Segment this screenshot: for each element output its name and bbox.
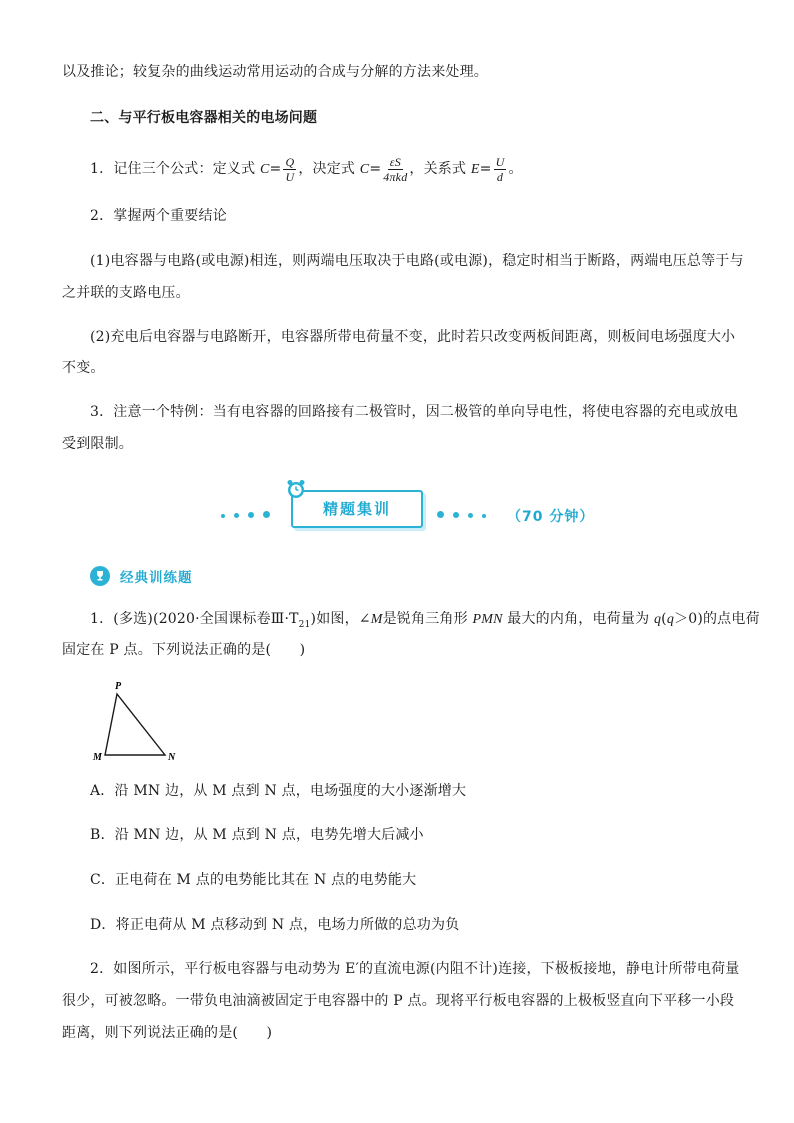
symbol-e: E — [470, 162, 480, 177]
formula-mid-1: ，决定式 — [298, 161, 360, 177]
q1-text: 最大的内角，电荷量为 — [502, 611, 654, 627]
q1-symbol-pmn: PMN — [472, 612, 503, 627]
formula-mid-2: ，关系式 — [409, 161, 471, 177]
q1-symbol-m: M — [370, 612, 383, 627]
conclusion-2-line-1: (2)充电后电容器与电路断开，电容器所带电荷量不变，此时若只改变两板间距离，则板间电场强度大小 — [90, 329, 736, 345]
formula-end: 。 — [508, 161, 523, 177]
option-a: A．沿 MN 边，从 M 点到 N 点，电场强度的大小逐渐增大 — [90, 783, 467, 799]
equals-sign: = — [369, 161, 382, 177]
question-2-line-1: 2．如图所示，平行板电容器与电动势为 E′的直流电源(内阻不计)连接，下极板接地，静电计所带电荷量 — [90, 961, 740, 977]
item-3-line-1: 3．注意一个特例：当有电容器的回路接有二极管时，因二极管的单向导电性，将使电容器的充电或放电 — [90, 404, 739, 420]
formula-line — [90, 152, 732, 187]
fraction-numerator: Q — [285, 154, 295, 169]
q1-subscript: 21 — [298, 619, 311, 630]
triangle-pmn-figure — [90, 678, 190, 762]
fraction-u-over-d — [494, 156, 507, 183]
fraction-denominator: d — [496, 169, 504, 184]
fraction-numerator: εS — [389, 154, 401, 169]
intro-line: 以及推论；较复杂的曲线运动常用运动的合成与分解的方法来处理。 — [62, 64, 488, 80]
trophy-icon — [90, 566, 110, 586]
symbol-c: C — [259, 162, 270, 177]
banner-title: 精题集训 — [322, 500, 391, 518]
fraction-denominator: 4πkd — [383, 169, 408, 184]
conclusion-1-line-2: 之并联的支路电压。 — [62, 285, 190, 301]
dot — [437, 511, 444, 518]
section-tag — [90, 564, 193, 588]
dot — [482, 514, 486, 518]
q1-text: 1．(多选)(2020·全国课标卷Ⅲ·T — [90, 611, 299, 627]
equals-sign: = — [479, 161, 492, 177]
question-2-line-3: 距离，则下列说法正确的是( ) — [62, 1025, 273, 1041]
banner-dots-left — [221, 512, 270, 518]
dot — [221, 514, 225, 518]
dot — [468, 513, 473, 518]
dot — [248, 512, 254, 518]
dot — [263, 511, 270, 518]
fraction-numerator: U — [495, 154, 505, 169]
q1-text: 是锐角三角形 — [382, 611, 473, 627]
question-2-line-2: 很少，可被忽略。一带负电油滴被固定于电容器中的 P 点。现将平行板电容器的上极板竖直向下平移一小段 — [62, 993, 735, 1009]
formula-prefix: 1．记住三个公式：定义式 — [90, 161, 260, 177]
banner-title-box — [291, 490, 423, 528]
item-2-heading: 2．掌握两个重要结论 — [90, 208, 227, 224]
section-tag-label: 经典训练题 — [120, 570, 193, 586]
fraction-es-over-4pikd — [383, 156, 407, 183]
conclusion-1-line-1: (1)电容器与电路(或电源)相连，则两端电压取决于电路(或电源)，稳定时相当于断路，两端电压总等于与 — [90, 253, 744, 269]
practice-banner — [215, 486, 595, 528]
q1-symbol-q: q — [653, 612, 662, 627]
section-heading: 二、与平行板电容器相关的电场问题 — [90, 110, 318, 126]
label-p: P — [115, 681, 122, 692]
option-c: C．正电荷在 M 点的电势能比其在 N 点的电势能大 — [90, 872, 417, 888]
item-3-line-2: 受到限制。 — [62, 436, 133, 452]
q1-text: ＞0)的点电荷 — [674, 611, 760, 627]
equals-sign: = — [269, 161, 282, 177]
question-1-line-2: 固定在 P 点。下列说法正确的是( ) — [62, 642, 306, 658]
label-m: M — [93, 752, 102, 762]
fraction-q-over-u — [283, 156, 296, 183]
banner-time: （70 分钟） — [507, 509, 595, 525]
option-d: D．将正电荷从 M 点移动到 N 点，电场力所做的总功为负 — [90, 917, 460, 933]
q1-text: )如图，∠ — [310, 611, 371, 627]
option-b: B．沿 MN 边，从 M 点到 N 点，电势先增大后减小 — [90, 827, 424, 843]
q1-text: ( — [661, 611, 667, 627]
label-n: N — [168, 752, 176, 762]
banner-dots-right — [437, 512, 486, 518]
symbol-c: C — [359, 162, 370, 177]
conclusion-2-line-2: 不变。 — [62, 360, 105, 376]
q1-symbol-q: q — [666, 612, 675, 627]
alarm-clock-icon — [285, 478, 307, 500]
fraction-denominator: U — [285, 169, 295, 184]
dot — [453, 512, 459, 518]
dot — [234, 513, 239, 518]
